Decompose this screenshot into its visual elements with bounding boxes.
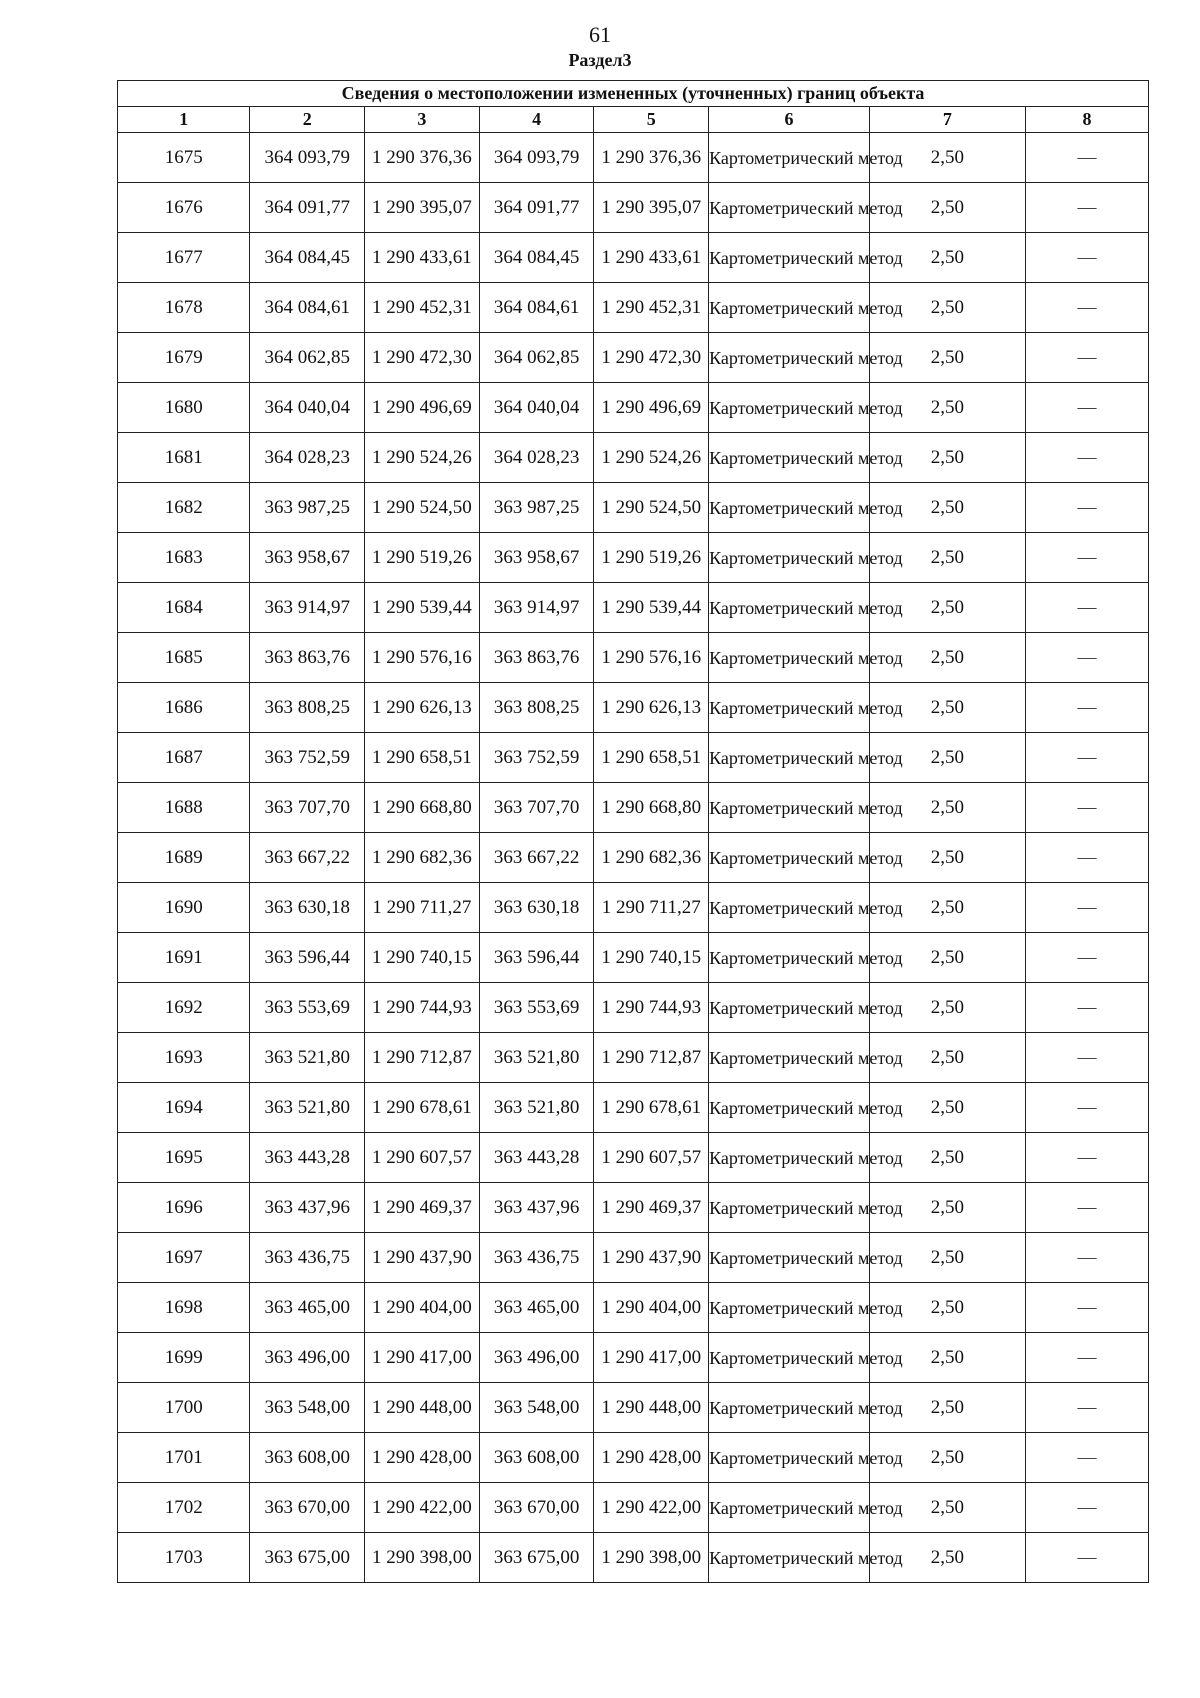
cell-x-coordinate-refined: 363 670,00 bbox=[479, 1483, 594, 1533]
cell-accuracy: 2,50 bbox=[869, 1433, 1025, 1483]
cell-y-coordinate: 1 290 496,69 bbox=[365, 383, 480, 433]
cell-accuracy: 2,50 bbox=[869, 1083, 1025, 1133]
cell-y-coordinate: 1 290 395,07 bbox=[365, 183, 480, 233]
cell-point-number: 1690 bbox=[118, 883, 250, 933]
table-row bbox=[118, 133, 1149, 183]
cell-y-coordinate-refined: 1 290 469,37 bbox=[594, 1183, 709, 1233]
cell-description: — bbox=[1025, 133, 1148, 183]
cell-y-coordinate-refined: 1 290 682,36 bbox=[594, 833, 709, 883]
cell-x-coordinate: 363 808,25 bbox=[250, 683, 365, 733]
cell-point-number: 1694 bbox=[118, 1083, 250, 1133]
cell-x-coordinate: 363 667,22 bbox=[250, 833, 365, 883]
cell-accuracy: 2,50 bbox=[869, 1133, 1025, 1183]
cell-description: — bbox=[1025, 833, 1148, 883]
cell-x-coordinate: 363 670,00 bbox=[250, 1483, 365, 1533]
table-row bbox=[118, 483, 1149, 533]
cell-method: Картометрический метод bbox=[709, 233, 870, 283]
cell-point-number: 1688 bbox=[118, 783, 250, 833]
cell-description: — bbox=[1025, 1133, 1148, 1183]
cell-y-coordinate: 1 290 607,57 bbox=[365, 1133, 480, 1183]
cell-method: Картометрический метод bbox=[709, 633, 870, 683]
cell-method: Картометрический метод bbox=[709, 1283, 870, 1333]
cell-description: — bbox=[1025, 583, 1148, 633]
cell-description: — bbox=[1025, 1233, 1148, 1283]
cell-description: — bbox=[1025, 383, 1148, 433]
table-row bbox=[118, 333, 1149, 383]
table-row bbox=[118, 1483, 1149, 1533]
cell-y-coordinate: 1 290 469,37 bbox=[365, 1183, 480, 1233]
cell-y-coordinate: 1 290 437,90 bbox=[365, 1233, 480, 1283]
cell-y-coordinate-refined: 1 290 422,00 bbox=[594, 1483, 709, 1533]
cell-point-number: 1695 bbox=[118, 1133, 250, 1183]
table-row bbox=[118, 583, 1149, 633]
cell-x-coordinate-refined: 364 091,77 bbox=[479, 183, 594, 233]
table-row bbox=[118, 1433, 1149, 1483]
table-row bbox=[118, 883, 1149, 933]
cell-x-coordinate-refined: 363 596,44 bbox=[479, 933, 594, 983]
cell-y-coordinate-refined: 1 290 712,87 bbox=[594, 1033, 709, 1083]
cell-y-coordinate-refined: 1 290 428,00 bbox=[594, 1433, 709, 1483]
cell-method: Картометрический метод bbox=[709, 1383, 870, 1433]
column-header-6: 6 bbox=[709, 107, 870, 133]
cell-y-coordinate: 1 290 658,51 bbox=[365, 733, 480, 783]
table-row bbox=[118, 1333, 1149, 1383]
cell-accuracy: 2,50 bbox=[869, 883, 1025, 933]
cell-y-coordinate-refined: 1 290 524,26 bbox=[594, 433, 709, 483]
cell-description: — bbox=[1025, 333, 1148, 383]
cell-y-coordinate: 1 290 678,61 bbox=[365, 1083, 480, 1133]
column-header-5: 5 bbox=[594, 107, 709, 133]
cell-description: — bbox=[1025, 883, 1148, 933]
cell-accuracy: 2,50 bbox=[869, 133, 1025, 183]
cell-y-coordinate: 1 290 626,13 bbox=[365, 683, 480, 733]
cell-x-coordinate-refined: 363 987,25 bbox=[479, 483, 594, 533]
cell-y-coordinate: 1 290 524,26 bbox=[365, 433, 480, 483]
cell-y-coordinate: 1 290 472,30 bbox=[365, 333, 480, 383]
cell-x-coordinate-refined: 363 707,70 bbox=[479, 783, 594, 833]
cell-accuracy: 2,50 bbox=[869, 1333, 1025, 1383]
cell-point-number: 1677 bbox=[118, 233, 250, 283]
cell-y-coordinate: 1 290 519,26 bbox=[365, 533, 480, 583]
cell-method: Картометрический метод bbox=[709, 1233, 870, 1283]
cell-point-number: 1675 bbox=[118, 133, 250, 183]
cell-y-coordinate-refined: 1 290 472,30 bbox=[594, 333, 709, 383]
cell-y-coordinate-refined: 1 290 658,51 bbox=[594, 733, 709, 783]
table-row bbox=[118, 183, 1149, 233]
cell-method: Картометрический метод bbox=[709, 933, 870, 983]
cell-accuracy: 2,50 bbox=[869, 983, 1025, 1033]
cell-x-coordinate-refined: 364 093,79 bbox=[479, 133, 594, 183]
cell-description: — bbox=[1025, 1083, 1148, 1133]
cell-point-number: 1700 bbox=[118, 1383, 250, 1433]
cell-method: Картометрический метод bbox=[709, 283, 870, 333]
cell-y-coordinate-refined: 1 290 744,93 bbox=[594, 983, 709, 1033]
table-row bbox=[118, 533, 1149, 583]
cell-y-coordinate-refined: 1 290 437,90 bbox=[594, 1233, 709, 1283]
cell-x-coordinate: 363 596,44 bbox=[250, 933, 365, 983]
cell-point-number: 1689 bbox=[118, 833, 250, 883]
cell-x-coordinate: 363 675,00 bbox=[250, 1533, 365, 1583]
cell-x-coordinate-refined: 363 443,28 bbox=[479, 1133, 594, 1183]
cell-method: Картометрический метод bbox=[709, 183, 870, 233]
table-row bbox=[118, 983, 1149, 1033]
cell-y-coordinate: 1 290 422,00 bbox=[365, 1483, 480, 1533]
cell-y-coordinate-refined: 1 290 576,16 bbox=[594, 633, 709, 683]
cell-x-coordinate: 364 062,85 bbox=[250, 333, 365, 383]
cell-x-coordinate-refined: 364 084,45 bbox=[479, 233, 594, 283]
cell-point-number: 1696 bbox=[118, 1183, 250, 1233]
cell-x-coordinate: 363 958,67 bbox=[250, 533, 365, 583]
cell-accuracy: 2,50 bbox=[869, 1533, 1025, 1583]
cell-accuracy: 2,50 bbox=[869, 1483, 1025, 1533]
column-header-2: 2 bbox=[250, 107, 365, 133]
cell-description: — bbox=[1025, 1433, 1148, 1483]
column-header-8: 8 bbox=[1025, 107, 1148, 133]
cell-x-coordinate: 364 084,45 bbox=[250, 233, 365, 283]
cell-point-number: 1692 bbox=[118, 983, 250, 1033]
cell-point-number: 1702 bbox=[118, 1483, 250, 1533]
cell-method: Картометрический метод bbox=[709, 983, 870, 1033]
cell-y-coordinate: 1 290 452,31 bbox=[365, 283, 480, 333]
cell-point-number: 1699 bbox=[118, 1333, 250, 1383]
cell-description: — bbox=[1025, 733, 1148, 783]
cell-description: — bbox=[1025, 533, 1148, 583]
cell-point-number: 1686 bbox=[118, 683, 250, 733]
table-row bbox=[118, 933, 1149, 983]
cell-accuracy: 2,50 bbox=[869, 383, 1025, 433]
table-row bbox=[118, 233, 1149, 283]
cell-y-coordinate-refined: 1 290 398,00 bbox=[594, 1533, 709, 1583]
cell-point-number: 1676 bbox=[118, 183, 250, 233]
cell-point-number: 1682 bbox=[118, 483, 250, 533]
cell-description: — bbox=[1025, 283, 1148, 333]
cell-y-coordinate: 1 290 682,36 bbox=[365, 833, 480, 883]
cell-description: — bbox=[1025, 1033, 1148, 1083]
cell-x-coordinate-refined: 363 496,00 bbox=[479, 1333, 594, 1383]
cell-x-coordinate: 364 040,04 bbox=[250, 383, 365, 433]
cell-point-number: 1679 bbox=[118, 333, 250, 383]
cell-x-coordinate: 364 028,23 bbox=[250, 433, 365, 483]
cell-x-coordinate: 364 084,61 bbox=[250, 283, 365, 333]
table-row bbox=[118, 1183, 1149, 1233]
cell-y-coordinate: 1 290 668,80 bbox=[365, 783, 480, 833]
column-header-3: 3 bbox=[365, 107, 480, 133]
cell-y-coordinate: 1 290 711,27 bbox=[365, 883, 480, 933]
cell-point-number: 1684 bbox=[118, 583, 250, 633]
cell-point-number: 1697 bbox=[118, 1233, 250, 1283]
cell-description: — bbox=[1025, 1333, 1148, 1383]
cell-y-coordinate: 1 290 448,00 bbox=[365, 1383, 480, 1433]
cell-y-coordinate-refined: 1 290 711,27 bbox=[594, 883, 709, 933]
cell-x-coordinate-refined: 363 548,00 bbox=[479, 1383, 594, 1433]
cell-point-number: 1703 bbox=[118, 1533, 250, 1583]
cell-y-coordinate-refined: 1 290 678,61 bbox=[594, 1083, 709, 1133]
cell-x-coordinate: 363 437,96 bbox=[250, 1183, 365, 1233]
cell-x-coordinate-refined: 363 675,00 bbox=[479, 1533, 594, 1583]
cell-y-coordinate-refined: 1 290 668,80 bbox=[594, 783, 709, 833]
cell-x-coordinate-refined: 363 465,00 bbox=[479, 1283, 594, 1333]
cell-y-coordinate: 1 290 712,87 bbox=[365, 1033, 480, 1083]
cell-x-coordinate-refined: 363 958,67 bbox=[479, 533, 594, 583]
cell-method: Картометрический метод bbox=[709, 133, 870, 183]
table-header-row bbox=[118, 107, 1149, 133]
cell-x-coordinate: 363 443,28 bbox=[250, 1133, 365, 1183]
cell-x-coordinate-refined: 363 752,59 bbox=[479, 733, 594, 783]
cell-point-number: 1685 bbox=[118, 633, 250, 683]
cell-x-coordinate-refined: 363 437,96 bbox=[479, 1183, 594, 1233]
cell-accuracy: 2,50 bbox=[869, 1233, 1025, 1283]
cell-method: Картометрический метод bbox=[709, 333, 870, 383]
table-caption-row bbox=[118, 81, 1149, 107]
cell-accuracy: 2,50 bbox=[869, 183, 1025, 233]
cell-x-coordinate-refined: 364 040,04 bbox=[479, 383, 594, 433]
cell-point-number: 1681 bbox=[118, 433, 250, 483]
cell-y-coordinate-refined: 1 290 607,57 bbox=[594, 1133, 709, 1183]
cell-description: — bbox=[1025, 633, 1148, 683]
cell-description: — bbox=[1025, 433, 1148, 483]
cell-y-coordinate-refined: 1 290 626,13 bbox=[594, 683, 709, 733]
cell-y-coordinate-refined: 1 290 519,26 bbox=[594, 533, 709, 583]
table-row bbox=[118, 383, 1149, 433]
cell-method: Картометрический метод bbox=[709, 1333, 870, 1383]
cell-method: Картометрический метод bbox=[709, 433, 870, 483]
column-header-4: 4 bbox=[479, 107, 594, 133]
cell-x-coordinate: 363 521,80 bbox=[250, 1033, 365, 1083]
cell-method: Картометрический метод bbox=[709, 1433, 870, 1483]
cell-x-coordinate: 364 091,77 bbox=[250, 183, 365, 233]
cell-x-coordinate: 363 553,69 bbox=[250, 983, 365, 1033]
table-row bbox=[118, 1233, 1149, 1283]
cell-x-coordinate-refined: 363 914,97 bbox=[479, 583, 594, 633]
cell-x-coordinate: 363 752,59 bbox=[250, 733, 365, 783]
cell-method: Картометрический метод bbox=[709, 883, 870, 933]
cell-x-coordinate-refined: 363 667,22 bbox=[479, 833, 594, 883]
coordinates-table bbox=[117, 80, 1149, 1583]
cell-x-coordinate-refined: 363 808,25 bbox=[479, 683, 594, 733]
cell-y-coordinate: 1 290 744,93 bbox=[365, 983, 480, 1033]
cell-method: Картометрический метод bbox=[709, 483, 870, 533]
cell-accuracy: 2,50 bbox=[869, 733, 1025, 783]
cell-x-coordinate: 363 521,80 bbox=[250, 1083, 365, 1133]
cell-x-coordinate: 363 707,70 bbox=[250, 783, 365, 833]
cell-accuracy: 2,50 bbox=[869, 533, 1025, 583]
cell-x-coordinate-refined: 364 062,85 bbox=[479, 333, 594, 383]
cell-x-coordinate-refined: 363 521,80 bbox=[479, 1033, 594, 1083]
cell-x-coordinate: 363 465,00 bbox=[250, 1283, 365, 1333]
cell-accuracy: 2,50 bbox=[869, 683, 1025, 733]
cell-x-coordinate-refined: 363 863,76 bbox=[479, 633, 594, 683]
cell-y-coordinate-refined: 1 290 448,00 bbox=[594, 1383, 709, 1433]
table-row bbox=[118, 833, 1149, 883]
cell-y-coordinate: 1 290 428,00 bbox=[365, 1433, 480, 1483]
cell-y-coordinate: 1 290 740,15 bbox=[365, 933, 480, 983]
cell-x-coordinate: 363 863,76 bbox=[250, 633, 365, 683]
cell-point-number: 1698 bbox=[118, 1283, 250, 1333]
cell-x-coordinate: 363 548,00 bbox=[250, 1383, 365, 1433]
cell-x-coordinate-refined: 364 084,61 bbox=[479, 283, 594, 333]
cell-accuracy: 2,50 bbox=[869, 1183, 1025, 1233]
cell-y-coordinate: 1 290 433,61 bbox=[365, 233, 480, 283]
cell-point-number: 1683 bbox=[118, 533, 250, 583]
cell-x-coordinate: 363 436,75 bbox=[250, 1233, 365, 1283]
cell-accuracy: 2,50 bbox=[869, 333, 1025, 383]
column-header-7: 7 bbox=[869, 107, 1025, 133]
cell-accuracy: 2,50 bbox=[869, 583, 1025, 633]
cell-x-coordinate-refined: 363 521,80 bbox=[479, 1083, 594, 1133]
cell-point-number: 1678 bbox=[118, 283, 250, 333]
cell-method: Картометрический метод bbox=[709, 383, 870, 433]
cell-x-coordinate: 363 630,18 bbox=[250, 883, 365, 933]
cell-accuracy: 2,50 bbox=[869, 633, 1025, 683]
cell-accuracy: 2,50 bbox=[869, 483, 1025, 533]
cell-method: Картометрический метод bbox=[709, 833, 870, 883]
cell-y-coordinate-refined: 1 290 539,44 bbox=[594, 583, 709, 633]
cell-method: Картометрический метод bbox=[709, 783, 870, 833]
table-row bbox=[118, 1083, 1149, 1133]
cell-x-coordinate-refined: 363 553,69 bbox=[479, 983, 594, 1033]
cell-description: — bbox=[1025, 1533, 1148, 1583]
table-row bbox=[118, 433, 1149, 483]
cell-method: Картометрический метод bbox=[709, 1533, 870, 1583]
table-row bbox=[118, 1533, 1149, 1583]
table-row bbox=[118, 733, 1149, 783]
cell-point-number: 1687 bbox=[118, 733, 250, 783]
cell-y-coordinate: 1 290 576,16 bbox=[365, 633, 480, 683]
cell-y-coordinate-refined: 1 290 452,31 bbox=[594, 283, 709, 333]
cell-accuracy: 2,50 bbox=[869, 283, 1025, 333]
cell-method: Картометрический метод bbox=[709, 733, 870, 783]
cell-y-coordinate-refined: 1 290 404,00 bbox=[594, 1283, 709, 1333]
cell-x-coordinate: 363 987,25 bbox=[250, 483, 365, 533]
cell-accuracy: 2,50 bbox=[869, 833, 1025, 883]
cell-y-coordinate: 1 290 404,00 bbox=[365, 1283, 480, 1333]
table-row bbox=[118, 683, 1149, 733]
table-row bbox=[118, 1383, 1149, 1433]
table-row bbox=[118, 633, 1149, 683]
cell-y-coordinate-refined: 1 290 524,50 bbox=[594, 483, 709, 533]
cell-method: Картометрический метод bbox=[709, 533, 870, 583]
cell-y-coordinate-refined: 1 290 395,07 bbox=[594, 183, 709, 233]
cell-x-coordinate: 363 914,97 bbox=[250, 583, 365, 633]
cell-x-coordinate-refined: 363 630,18 bbox=[479, 883, 594, 933]
table-row bbox=[118, 1033, 1149, 1083]
table-caption: Сведения о местоположении измененных (уточненных) границ объекта bbox=[118, 81, 1149, 107]
cell-description: — bbox=[1025, 983, 1148, 1033]
cell-accuracy: 2,50 bbox=[869, 233, 1025, 283]
table-row bbox=[118, 1133, 1149, 1183]
cell-y-coordinate: 1 290 376,36 bbox=[365, 133, 480, 183]
cell-description: — bbox=[1025, 1383, 1148, 1433]
table-row bbox=[118, 283, 1149, 333]
cell-y-coordinate: 1 290 417,00 bbox=[365, 1333, 480, 1383]
cell-y-coordinate-refined: 1 290 417,00 bbox=[594, 1333, 709, 1383]
cell-accuracy: 2,50 bbox=[869, 1033, 1025, 1083]
column-header-1: 1 bbox=[118, 107, 250, 133]
cell-accuracy: 2,50 bbox=[869, 933, 1025, 983]
cell-method: Картометрический метод bbox=[709, 1083, 870, 1133]
cell-y-coordinate-refined: 1 290 433,61 bbox=[594, 233, 709, 283]
cell-point-number: 1693 bbox=[118, 1033, 250, 1083]
cell-point-number: 1691 bbox=[118, 933, 250, 983]
cell-description: — bbox=[1025, 1483, 1148, 1533]
cell-x-coordinate-refined: 363 436,75 bbox=[479, 1233, 594, 1283]
cell-point-number: 1680 bbox=[118, 383, 250, 433]
section-title: Раздел3 bbox=[568, 50, 632, 70]
cell-y-coordinate: 1 290 398,00 bbox=[365, 1533, 480, 1583]
cell-description: — bbox=[1025, 783, 1148, 833]
cell-method: Картометрический метод bbox=[709, 683, 870, 733]
cell-description: — bbox=[1025, 933, 1148, 983]
cell-method: Картометрический метод bbox=[709, 1033, 870, 1083]
table-row bbox=[118, 783, 1149, 833]
cell-accuracy: 2,50 bbox=[869, 433, 1025, 483]
cell-description: — bbox=[1025, 1283, 1148, 1333]
cell-y-coordinate: 1 290 539,44 bbox=[365, 583, 480, 633]
cell-y-coordinate-refined: 1 290 496,69 bbox=[594, 383, 709, 433]
cell-description: — bbox=[1025, 683, 1148, 733]
cell-x-coordinate-refined: 364 028,23 bbox=[479, 433, 594, 483]
cell-point-number: 1701 bbox=[118, 1433, 250, 1483]
cell-x-coordinate: 363 608,00 bbox=[250, 1433, 365, 1483]
cell-y-coordinate-refined: 1 290 740,15 bbox=[594, 933, 709, 983]
cell-x-coordinate: 363 496,00 bbox=[250, 1333, 365, 1383]
page-number: 61 bbox=[589, 22, 611, 47]
cell-description: — bbox=[1025, 483, 1148, 533]
cell-method: Картометрический метод bbox=[709, 1183, 870, 1233]
cell-method: Картометрический метод bbox=[709, 583, 870, 633]
cell-method: Картометрический метод bbox=[709, 1483, 870, 1533]
cell-method: Картометрический метод bbox=[709, 1133, 870, 1183]
cell-x-coordinate-refined: 363 608,00 bbox=[479, 1433, 594, 1483]
cell-x-coordinate: 364 093,79 bbox=[250, 133, 365, 183]
cell-description: — bbox=[1025, 1183, 1148, 1233]
cell-description: — bbox=[1025, 233, 1148, 283]
cell-y-coordinate-refined: 1 290 376,36 bbox=[594, 133, 709, 183]
table-row bbox=[118, 1283, 1149, 1333]
table-body bbox=[118, 133, 1149, 1583]
cell-y-coordinate: 1 290 524,50 bbox=[365, 483, 480, 533]
cell-accuracy: 2,50 bbox=[869, 783, 1025, 833]
cell-accuracy: 2,50 bbox=[869, 1283, 1025, 1333]
cell-description: — bbox=[1025, 183, 1148, 233]
cell-accuracy: 2,50 bbox=[869, 1383, 1025, 1433]
